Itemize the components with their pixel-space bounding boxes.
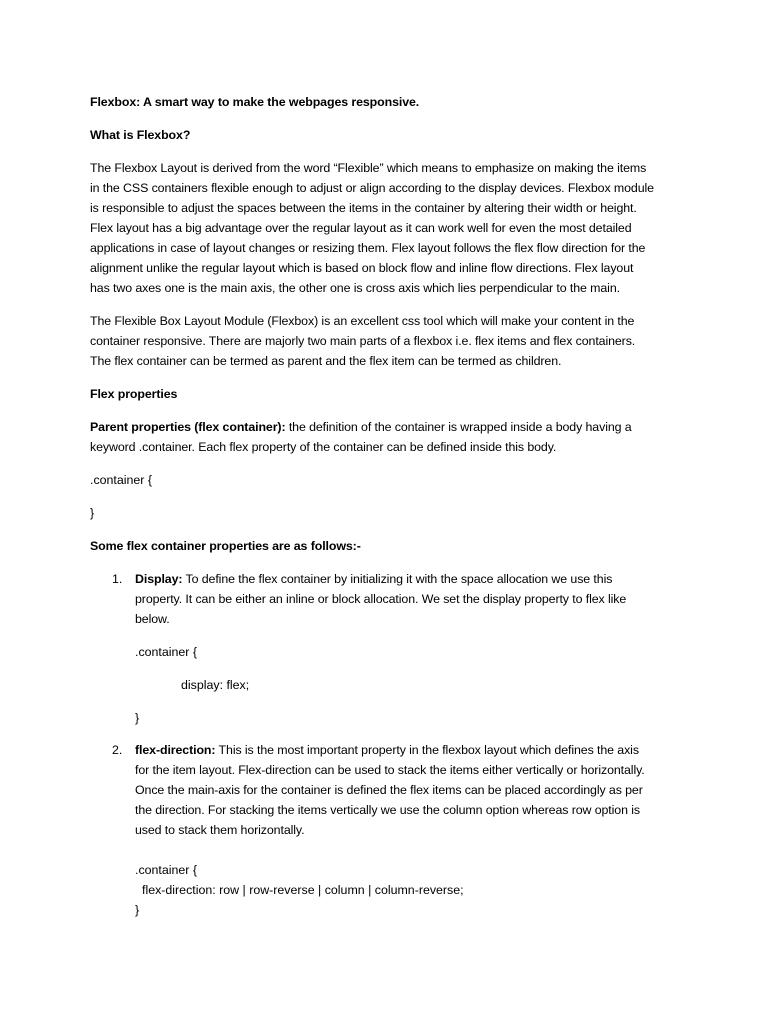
intro-paragraph [90,158,680,298]
flexible-box-line: container responsive. There are majorly two main parts of a flexbox i.e. flex items and flex containers. [90,334,636,348]
display-text: To define the flex container by initializing it with the space allocation we use this [182,572,613,586]
container-code-open: .container { [90,473,152,487]
intro-line: has two axes one is the main axis, the other one is cross axis which lies perpendicular to the main. [90,281,620,295]
display-label: Display: [135,572,183,586]
display-code-open: .container { [135,645,197,659]
list-number-1: 1. [112,572,123,586]
flex-direction-item-text [135,740,685,840]
display-code-close: } [135,711,140,725]
display-item-line: below. [135,612,170,626]
flex-direction-item-line: Once the main-axis for the container is defined the flex items can be placed accordingly as per [135,783,643,797]
display-code-body: display: flex; [181,678,250,692]
flex-direction-text: This is the most important property in the flexbox layout which defines the axis [215,743,639,757]
document-title: Flexbox: A smart way to make the webpages responsive. [90,95,420,109]
intro-line: applications in case of layout changes or resizing them. Flex layout follows the flex flow direction for the [90,241,646,255]
flex-direction-item-line: for the item layout. Flex-direction can be used to stack the items either vertically or horizontally. [135,763,645,777]
display-item-text [135,569,685,629]
flexible-box-line: The flex container can be termed as parent and the flex item can be termed as children. [90,354,562,368]
intro-line: The Flexbox Layout is derived from the word “Flexible” which means to emphasize on making the items [90,161,647,175]
display-item-line: property. It can be either an inline or block allocation. We set the display property to flex like [135,592,627,606]
parent-properties-label: Parent properties (flex container): [90,420,286,434]
flex-direction-label: flex-direction: [135,743,216,757]
intro-line: in the CSS containers flexible enough to adjust or align according to the display devices. Flexbox module [90,181,654,195]
flex-direction-item-line: the direction. For stacking the items vertically we use the column option whereas row option is [135,803,640,817]
flex-direction-item-line: used to stack them horizontally. [135,823,305,837]
flex-direction-code-body: flex-direction: row | row-reverse | column | column-reverse; [142,883,464,897]
flexible-box-paragraph [90,311,680,371]
flexible-box-line: The Flexible Box Layout Module (Flexbox) is an excellent css tool which will make your content in the [90,314,635,328]
container-properties-heading: Some flex container properties are as follows:- [90,539,361,553]
flex-direction-item-line [135,740,685,760]
container-code-close: } [90,506,95,520]
intro-line: alignment unlike the regular layout which is based on block flow and inline flow directions. Flex layout [90,261,634,275]
intro-line: is responsible to adjust the spaces between the items in the container by altering their width or height. [90,201,637,215]
display-item-line [135,569,685,589]
parent-properties-line [90,417,680,437]
parent-properties-paragraph [90,417,680,457]
intro-line: Flex layout has a big advantage over the regular layout as it can work well for even the most detailed [90,221,632,235]
what-is-flexbox-heading: What is Flexbox? [90,128,191,142]
flex-direction-code-open: .container { [135,863,197,877]
flex-direction-code-close: } [135,903,140,917]
parent-properties-line: keyword .container. Each flex property of the container can be defined inside this body. [90,440,557,454]
list-number-2: 2. [112,743,123,757]
parent-properties-text: the definition of the container is wrapped inside a body having a [285,420,632,434]
flex-properties-heading: Flex properties [90,387,178,401]
